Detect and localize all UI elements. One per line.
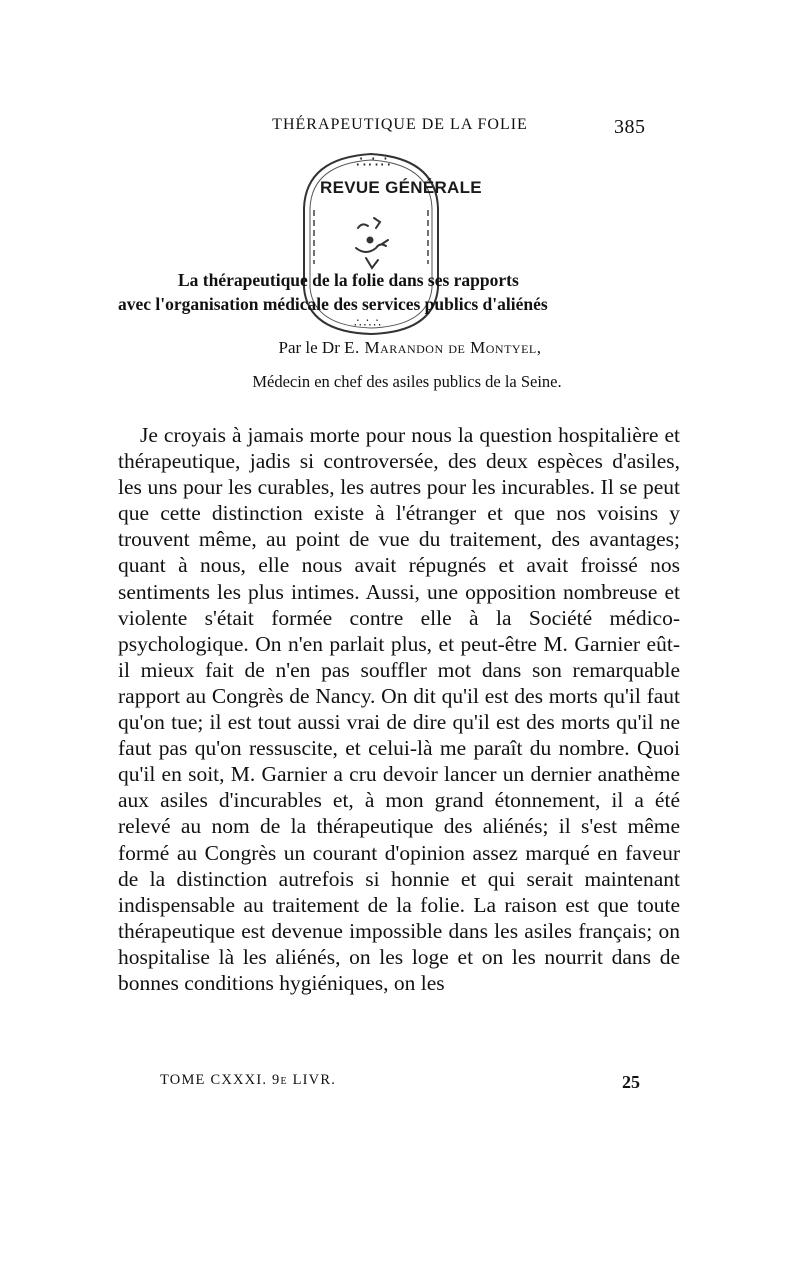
article-title-line-1: La thérapeutique de la folie dans ses rapports (178, 270, 519, 290)
signature-mark: TOME CXXXI. 9e LIVR. (160, 1072, 337, 1088)
body-paragraph: Je croyais à jamais morte pour nous la question hospitalière et thérapeutique, jadis si controversée, des deux espèces d'asiles, les uns pour les curables, les autres pour les incurables. Il se peut que cette distinction existe à l'étranger et que nos voisins y trouvent même, au point de vue du traitement, des avantages; quant à nous, elle nous avait répugnés et avait froissé nos sentiments les plus intimes. Aussi, une opposition nombreuse et violente s'était formée contre elle à la Société médico-psychologique. On n'en parlait plus, et peut-être M. Garnier eût-il mieux fait de n'en pas souffler mot dans son remarquable rapport au Congrès de Nancy. On dit qu'il est des morts qu'il faut qu'on tue; il est tout aussi vrai de dire qu'il est des morts qu'il ne faut pas qu'on ressuscite, et celui-là me paraît du nombre. Quoi qu'il en soit, M. Garnier a cru devoir lancer un dernier anathème aux asiles d'incurables et, à mon grand étonnement, il a été relevé au nom de la thérapeutique des aliénés; il s'est même formé au Congrès un courant d'opinion assez marqué en faveur de la distinction autrefois si honnie et qui serait maintenant indispensable au traitement de la folie. La raison est que toute thérapeutique est devenue impossible dans les asiles français; on hospitalise là les aliénés, on les loge et on les nourrit dans de bonnes conditions hygiéniques, on les (118, 423, 680, 995)
author-name: E. Marandon de Montyel, (344, 338, 542, 357)
page-footer (0, 1072, 800, 1094)
byline (0, 338, 800, 358)
running-title: THÉRAPEUTIQUE DE LA FOLIE (272, 116, 528, 133)
article-title-line-2: avec l'organisation médicale des services publics d'aliénés (118, 294, 548, 314)
signature-number: 25 (622, 1072, 640, 1092)
stamp-arc-top-icon: ∴∴∴ (356, 154, 393, 171)
stamp-title: REVUE GÉNÉRALE (320, 178, 482, 197)
author-affiliation: Médecin en chef des asiles publics de la Seine. (252, 372, 562, 391)
stamp-arc-bottom-icon: ∴∴∴ (354, 316, 383, 330)
byline-prefix: Par le Dr (278, 338, 340, 357)
running-head (0, 116, 800, 138)
page-number: 385 (614, 116, 646, 138)
